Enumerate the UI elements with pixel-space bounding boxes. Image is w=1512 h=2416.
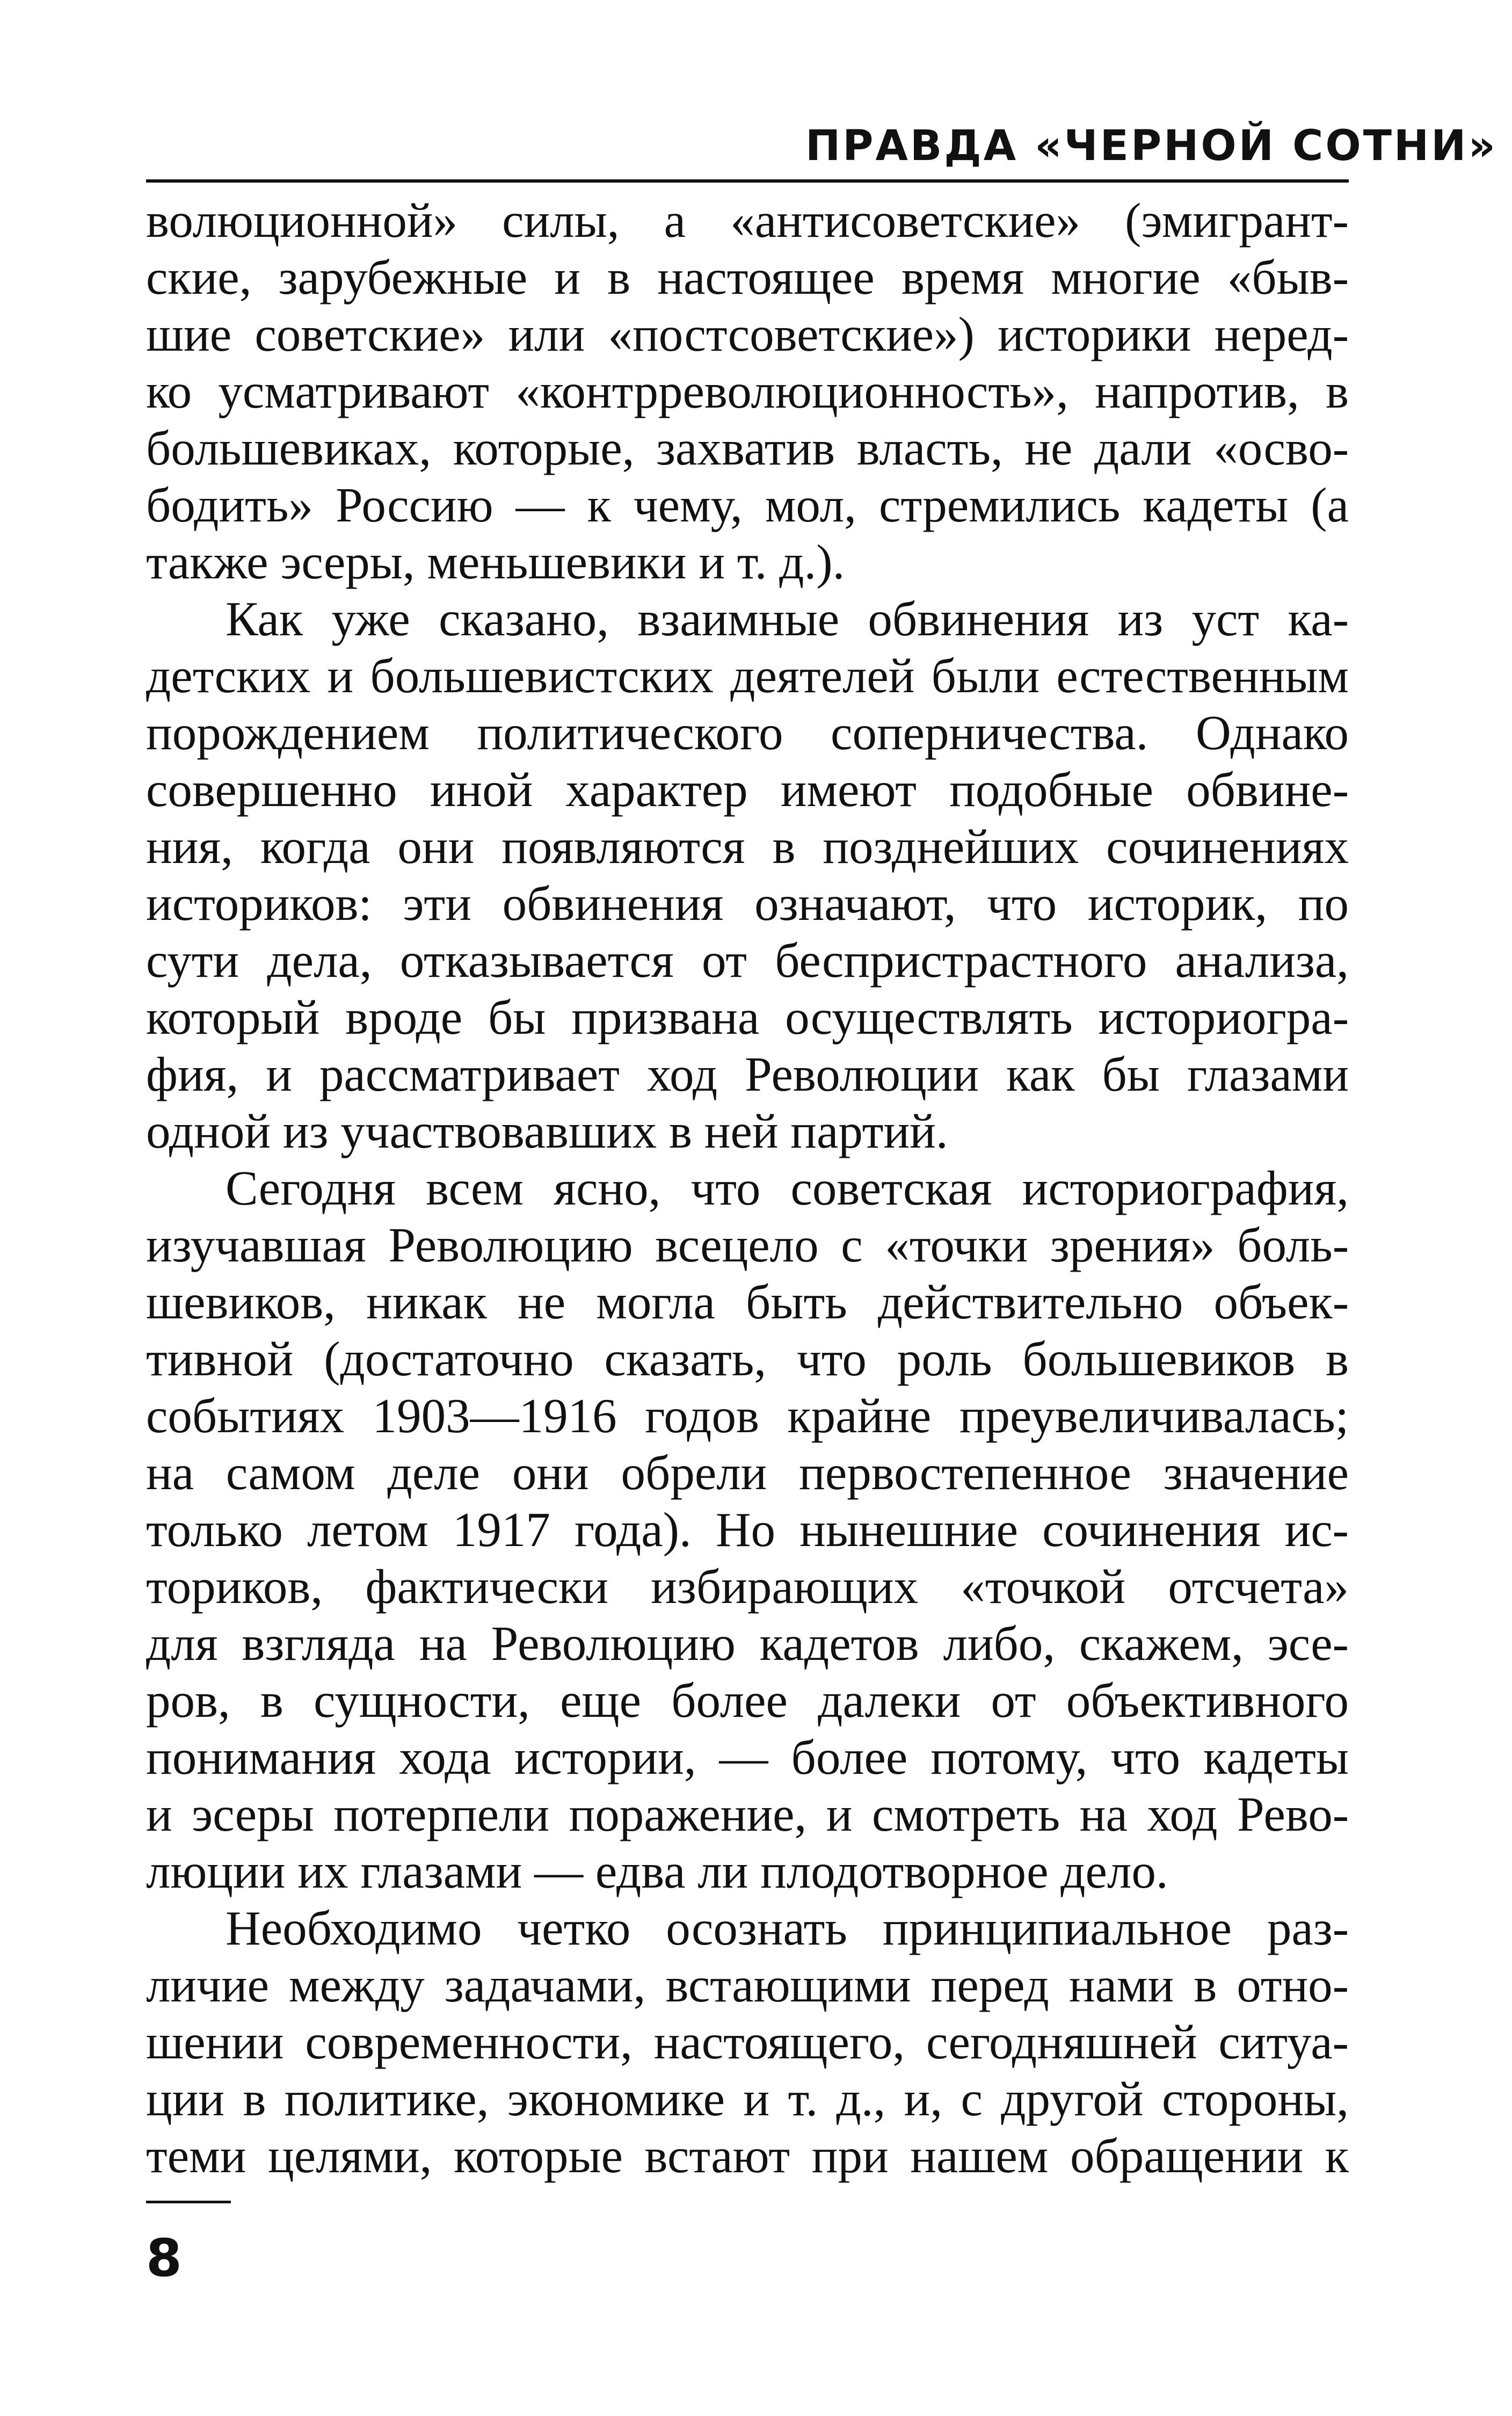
page-number: 8 (146, 2228, 182, 2288)
text-line: изучавшая Революцию всецело с «точки зрения» боль- (146, 1218, 1349, 1272)
text-line: ские, зарубежные и в настоящее время многие «быв- (146, 250, 1349, 304)
text-line: теми целями, которые встают при нашем обращении к (146, 2129, 1349, 2183)
header-rule (146, 179, 1349, 183)
text-line: ния, когда они появляются в позднейших сочинениях (146, 819, 1349, 874)
paragraph-first-line: Необходимо четко осознать принципиальное раз- (226, 1901, 1349, 1955)
text-line: шие советские» или «постсоветские») историки неред- (146, 307, 1349, 361)
text-line: только летом 1917 года). Но нынешние сочинения ис- (146, 1503, 1349, 1557)
text-line: который вроде бы призвана осуществлять историогра- (146, 990, 1349, 1044)
text-line: также эсеры, меньшевики и т. д.). (146, 535, 845, 589)
text-line: совершенно иной характер имеют подобные обвине- (146, 763, 1349, 817)
paragraph-first-line: Как уже сказано, взаимные обвинения из уст ка- (226, 592, 1349, 646)
text-line: ко усматривают «контрреволюционность», напротив, в (146, 364, 1349, 418)
text-line: историков: эти обвинения означают, что историк, по (146, 876, 1349, 931)
text-line: на самом деле они обрели первостепенное значение (146, 1446, 1349, 1500)
text-line: одной из участвовавших в ней партий. (146, 1104, 948, 1158)
text-line: сути дела, отказывается от беспристрастного анализа, (146, 933, 1349, 988)
text-line: ции в политике, экономике и т. д., и, с другой стороны, (146, 2072, 1349, 2126)
text-line: ров, в сущности, еще более далеки от объективного (146, 1673, 1349, 1728)
text-line: волюционной» силы, а «антисоветские» (эмигрант- (146, 193, 1349, 248)
paragraph-first-line: Сегодня всем ясно, что советская историография, (226, 1161, 1349, 1215)
text-line: шевиков, никак не могла быть действительно объек- (146, 1275, 1349, 1329)
text-line: люции их глазами — едва ли плодотворное дело. (146, 1844, 1168, 1898)
text-line: бодить» Россию — к чему, мол, стремились кадеты (а (146, 478, 1349, 532)
text-line: и эсеры потерпели поражение, и смотреть на ход Рево- (146, 1787, 1349, 1841)
text-line: личие между задачами, встающими перед нами в отно- (146, 1958, 1349, 2012)
text-line: понимания хода истории, — более потому, что кадеты (146, 1730, 1349, 1784)
running-head-title: ПРАВДА «ЧЕРНОЙ СОТНИ» (805, 122, 1498, 170)
text-line: большевиках, которые, захватив власть, не дали «осво- (146, 421, 1349, 475)
text-line: для взгляда на Революцию кадетов либо, скажем, эсе- (146, 1616, 1349, 1671)
text-line: ториков, фактически избирающих «точкой отсчета» (146, 1559, 1349, 1614)
text-line: порождением политического соперничества. Однако (146, 706, 1349, 760)
text-line: тивной (достаточно сказать, что роль большевиков в (146, 1332, 1349, 1386)
text-line: детских и большевистских деятелей были естественным (146, 649, 1349, 703)
footer-rule (146, 2201, 231, 2203)
text-line: шении современности, настоящего, сегодняшней ситуа- (146, 2015, 1349, 2069)
text-line: событиях 1903—1916 годов крайне преувеличивалась; (146, 1389, 1349, 1443)
text-line: фия, и рассматривает ход Революции как бы глазами (146, 1047, 1349, 1101)
body-text (146, 192, 1349, 2185)
